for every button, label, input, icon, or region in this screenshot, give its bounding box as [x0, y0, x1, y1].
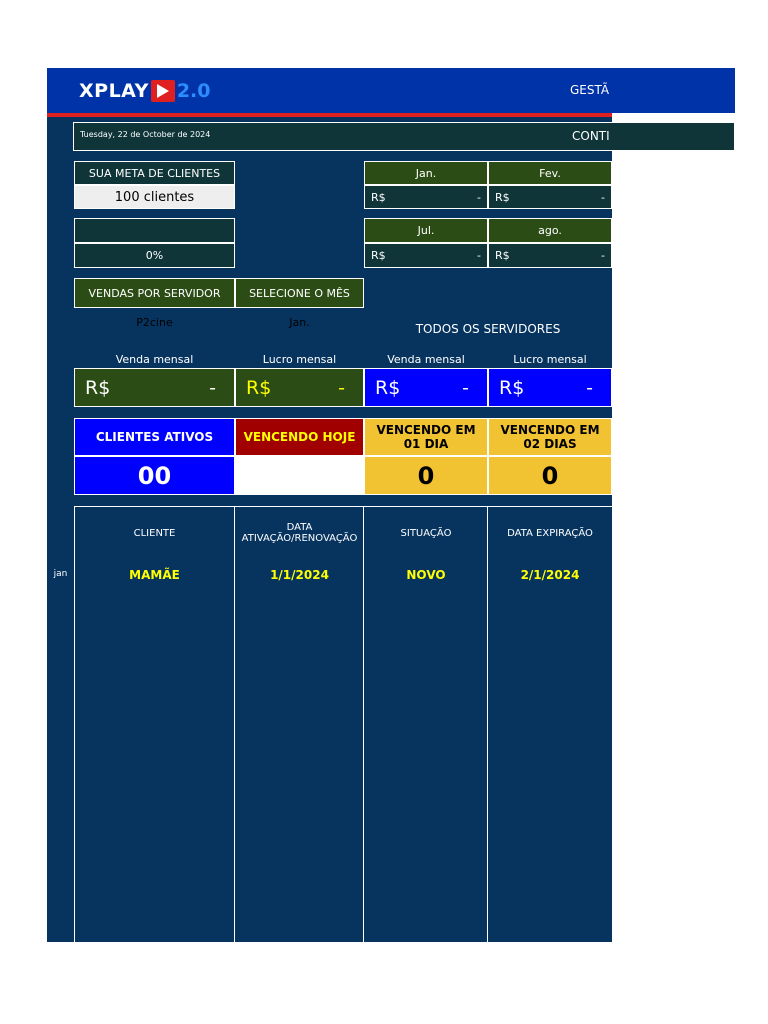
all-profit-label: Lucro mensal [513, 353, 587, 366]
server-select[interactable]: P2cine [136, 316, 173, 329]
currency-label: R$ [246, 376, 272, 399]
month-value-ago [488, 243, 612, 268]
client-table [74, 506, 612, 942]
table-row-expiracao[interactable]: 2/1/2024 [520, 568, 580, 582]
due-1-day-value: 0 [364, 456, 488, 495]
table-row-ativacao[interactable]: 1/1/2024 [270, 568, 329, 582]
month-select[interactable]: Jan. [289, 316, 310, 329]
row-month-tag: jan [53, 569, 68, 579]
date-bar-title: CONTI [572, 129, 610, 143]
due-2-days-label: VENCENDO EM 02 DIAS [488, 418, 612, 456]
month-header-fev: Fev. [488, 161, 612, 185]
play-icon [151, 80, 175, 102]
active-clients-value: 00 [74, 456, 235, 495]
month-amount: - [601, 249, 605, 262]
currency-label: R$ [495, 190, 510, 204]
currency-label: R$ [85, 376, 111, 399]
server-profit-label: Lucro mensal [262, 353, 337, 366]
goal-value[interactable]: 100 clientes [74, 185, 235, 209]
table-row-cliente[interactable]: MAMÃE [129, 568, 180, 582]
all-sale-label: Venda mensal [387, 353, 465, 366]
month-amount: - [601, 190, 605, 204]
amount: - [462, 376, 469, 399]
brand-name: XPLAY [79, 80, 149, 102]
active-clients-label: CLIENTES ATIVOS [74, 418, 235, 456]
column-header-expiracao[interactable]: DATA EXPIRAÇÃO [507, 527, 593, 539]
sales-by-server-button[interactable]: VENDAS POR SERVIDOR [74, 278, 235, 308]
currency-label: R$ [499, 376, 525, 399]
column-header-cliente[interactable]: CLIENTE [133, 527, 176, 539]
month-amount: - [477, 249, 481, 262]
column-header-ativacao[interactable]: DATA ATIVAÇÃO/RENOVAÇÃO [241, 522, 358, 544]
month-header-ago: ago. [488, 218, 612, 243]
month-value-jan [364, 185, 488, 209]
server-sale-value [74, 368, 235, 407]
amount: - [338, 376, 345, 399]
all-servers-label: TODOS OS SERVIDORES [415, 322, 561, 336]
currency-label: R$ [371, 249, 386, 262]
current-date: Tuesday, 22 de October de 2024 [80, 130, 211, 139]
currency-label: R$ [375, 376, 401, 399]
month-header-jan: Jan. [364, 161, 488, 185]
header-title: GESTÃ [570, 83, 610, 97]
amount: - [586, 376, 593, 399]
goal-label: SUA META DE CLIENTES [74, 161, 235, 185]
amount: - [209, 376, 216, 399]
server-sale-label: Venda mensal [115, 353, 194, 366]
brand-logo [79, 78, 211, 104]
due-today-label: VENCENDO HOJE [235, 418, 364, 456]
select-month-button[interactable]: SELECIONE O MÊS [235, 278, 364, 308]
table-row-situacao[interactable]: NOVO [406, 568, 446, 582]
server-profit-value [235, 368, 364, 407]
currency-label: R$ [495, 249, 510, 262]
brand-version: 2.0 [176, 80, 211, 102]
month-value-jul [364, 243, 488, 268]
goal-progress-percent: 0% [74, 243, 235, 268]
all-profit-value [488, 368, 612, 407]
currency-label: R$ [371, 190, 386, 204]
due-today-value [235, 456, 364, 495]
due-2-days-value: 0 [488, 456, 612, 495]
column-header-situacao[interactable]: SITUAÇÃO [400, 527, 452, 539]
all-sale-value [364, 368, 488, 407]
month-header-jul: Jul. [364, 218, 488, 243]
due-1-day-label: VENCENDO EM 01 DIA [364, 418, 488, 456]
month-value-fev [488, 185, 612, 209]
goal-progress-label [74, 218, 235, 243]
month-amount: - [477, 190, 481, 204]
